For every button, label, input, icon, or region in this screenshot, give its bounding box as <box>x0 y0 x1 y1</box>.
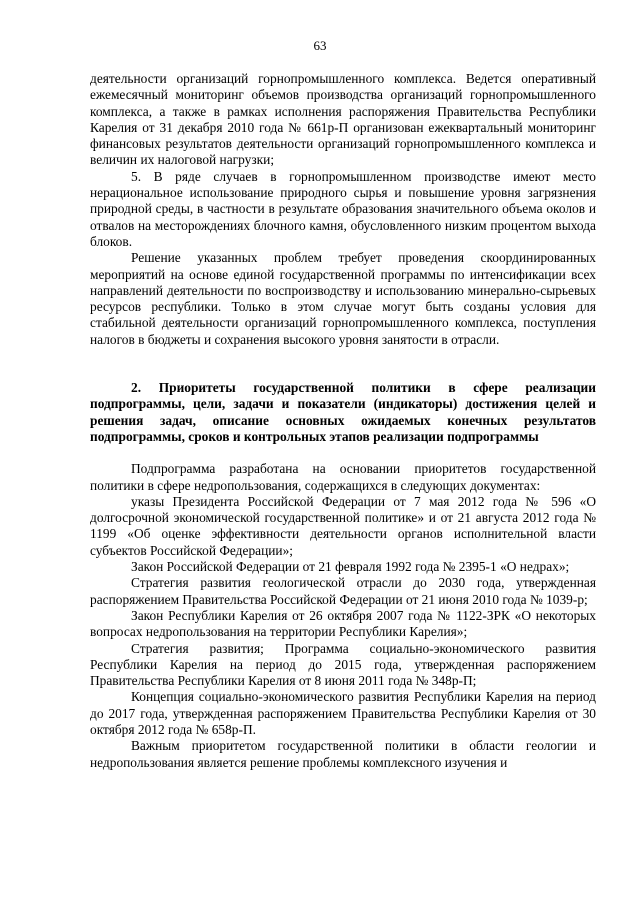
paragraph: Стратегия развития; Программа социально-экономического развития Республики Карелия на период до 2015 года, утвержденная распоряжением Правительства Республики Карелия от 8 июня 2011 года № 348р-П; <box>90 640 596 689</box>
page-body <box>90 71 596 771</box>
paragraph-group-bottom <box>90 461 596 771</box>
paragraph: Подпрограмма разработана на основании приоритетов государственной политики в сфере недропользования, содержащихся в следующих документах: <box>90 461 596 493</box>
paragraph: Закон Республики Карелия от 26 октября 2007 года № 1122-ЗРК «О некоторых вопросах недропользования на территории Республики Карелия»; <box>90 607 596 640</box>
paragraph: Важным приоритетом государственной политики в области геологии и недропользования является решение проблемы комплексного изучения и <box>90 738 596 770</box>
paragraph: деятельности организаций горнопромышленного комплекса. Ведется оперативный ежемесячный мониторинг объемов производства организаций горнопромышленного комплекса, а также в рамках исполнения распоряжения Правительства Республики Карелия от 31 декабря 2010 года № 661р-П организован ежеквартальный мониторинг финансовых результатов деятельности организаций горнопромышленного комплекса и величин их налоговой нагрузки; <box>90 71 596 168</box>
paragraph: Решение указанных проблем требует проведения скоординированных мероприятий на основе единой государственной программы по интенсификации всех направлений деятельности по воспроизводству и использованию минерально-сырьевых ресурсов республики. Только в этом случае могут быть созданы условия для стабильной деятельности организаций горнопромышленного комплекса, поступления налогов в бюджеты и сохранения высокого уровня занятости в отрасли. <box>90 250 596 347</box>
paragraph-group-top <box>90 71 596 348</box>
paragraph: указы Президента Российской Федерации от 7 мая 2012 года № 596 «О долгосрочной экономической государственной политике» и от 21 августа 2012 года № 1199 «Об оценке эффективности деятельности органов исполнительной власти субъектов Российской Федерации»; <box>90 493 596 558</box>
paragraph: Стратегия развития геологической отрасли до 2030 года, утвержденная распоряжением Правительства Российской Федерации от 21 июня 2010 года № 1039-р; <box>90 575 596 607</box>
paragraph: Закон Российской Федерации от 21 февраля 1992 года № 2395-1 «О недрах»; <box>131 559 570 575</box>
spacer <box>90 445 596 461</box>
spacer <box>90 348 596 364</box>
page-number: 63 <box>313 38 327 53</box>
spacer <box>90 364 596 380</box>
paragraph: Концепция социально-экономического развития Республики Карелия на период до 2017 года, утвержденная распоряжением Правительства Республики Карелия от 30 октября 2012 года № 658р-П. <box>90 689 596 737</box>
section-heading: 2. Приоритеты государственной политики в сфере реализации подпрограммы, цели, задачи и показатели (индикаторы) достижения целей и решения задач, описание основных ожидаемых конечных результатов подпрограммы, сроков и контрольных этапов реализации подпрограммы <box>90 380 596 444</box>
paragraph: 5. В ряде случаев в горнопромышленном производстве имеют место нерациональное использование природного сырья и повышение уровня загрязнения природной среды, в частности в результате образования значительного объема околов и отвалов на месторождениях блочного камня, обусловленного низким процентом выхода блоков. <box>90 168 596 249</box>
